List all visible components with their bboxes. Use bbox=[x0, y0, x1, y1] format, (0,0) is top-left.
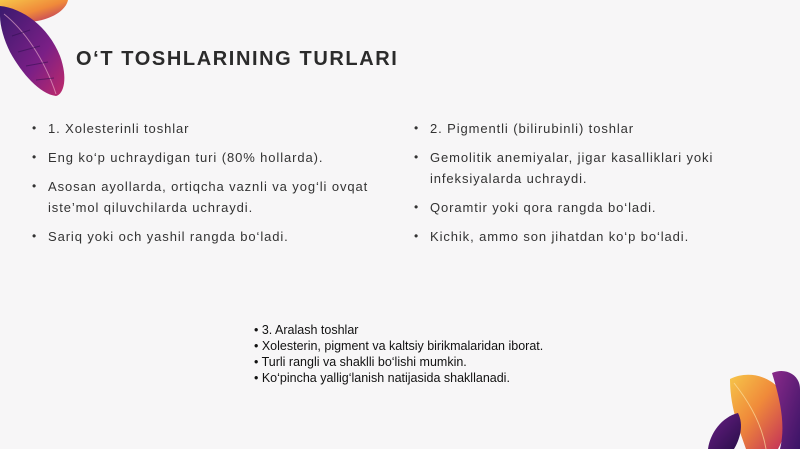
list-item: • Turli rangli va shaklli bo‘lishi mumkin. bbox=[254, 355, 467, 369]
list-item: • 1. Xolesterinli toshlar bbox=[32, 118, 372, 139]
list-item: • 3. Aralash toshlar bbox=[254, 323, 359, 337]
list-item: • Qoramtir yoki qora rangda bo‘ladi. bbox=[414, 197, 764, 218]
page-title: O‘T TOSHLARINING TURLARI bbox=[76, 48, 399, 70]
list-item: • Kichik, ammo son jihatdan ko‘p bo‘ladi. bbox=[414, 226, 764, 247]
list-item: • Ko‘pincha yallig‘lanish natijasida shakllanadi. bbox=[254, 371, 510, 385]
list-item: • Asosan ayollarda, ortiqcha vaznli va yog‘li ovqat iste’mol qiluvchilarda uchraydi. bbox=[32, 176, 372, 218]
list-item: • Xolesterin, pigment va kaltsiy birikmalaridan iborat. bbox=[254, 339, 544, 353]
list-item: • Eng ko‘p uchraydigan turi (80% hollarda). bbox=[32, 147, 372, 168]
list-item: • Gemolitik anemiyalar, jigar kasalliklari yoki infeksiyalarda uchraydi. bbox=[414, 147, 764, 189]
right-bullet-list bbox=[414, 118, 764, 255]
mixed-stones-text-box bbox=[254, 322, 544, 386]
decorative-leaf-bottom-right-icon bbox=[700, 369, 800, 449]
left-bullet-list bbox=[32, 118, 372, 255]
list-item: • Sariq yoki och yashil rangda bo‘ladi. bbox=[32, 226, 372, 247]
list-item: • 2. Pigmentli (bilirubinli) toshlar bbox=[414, 118, 764, 139]
